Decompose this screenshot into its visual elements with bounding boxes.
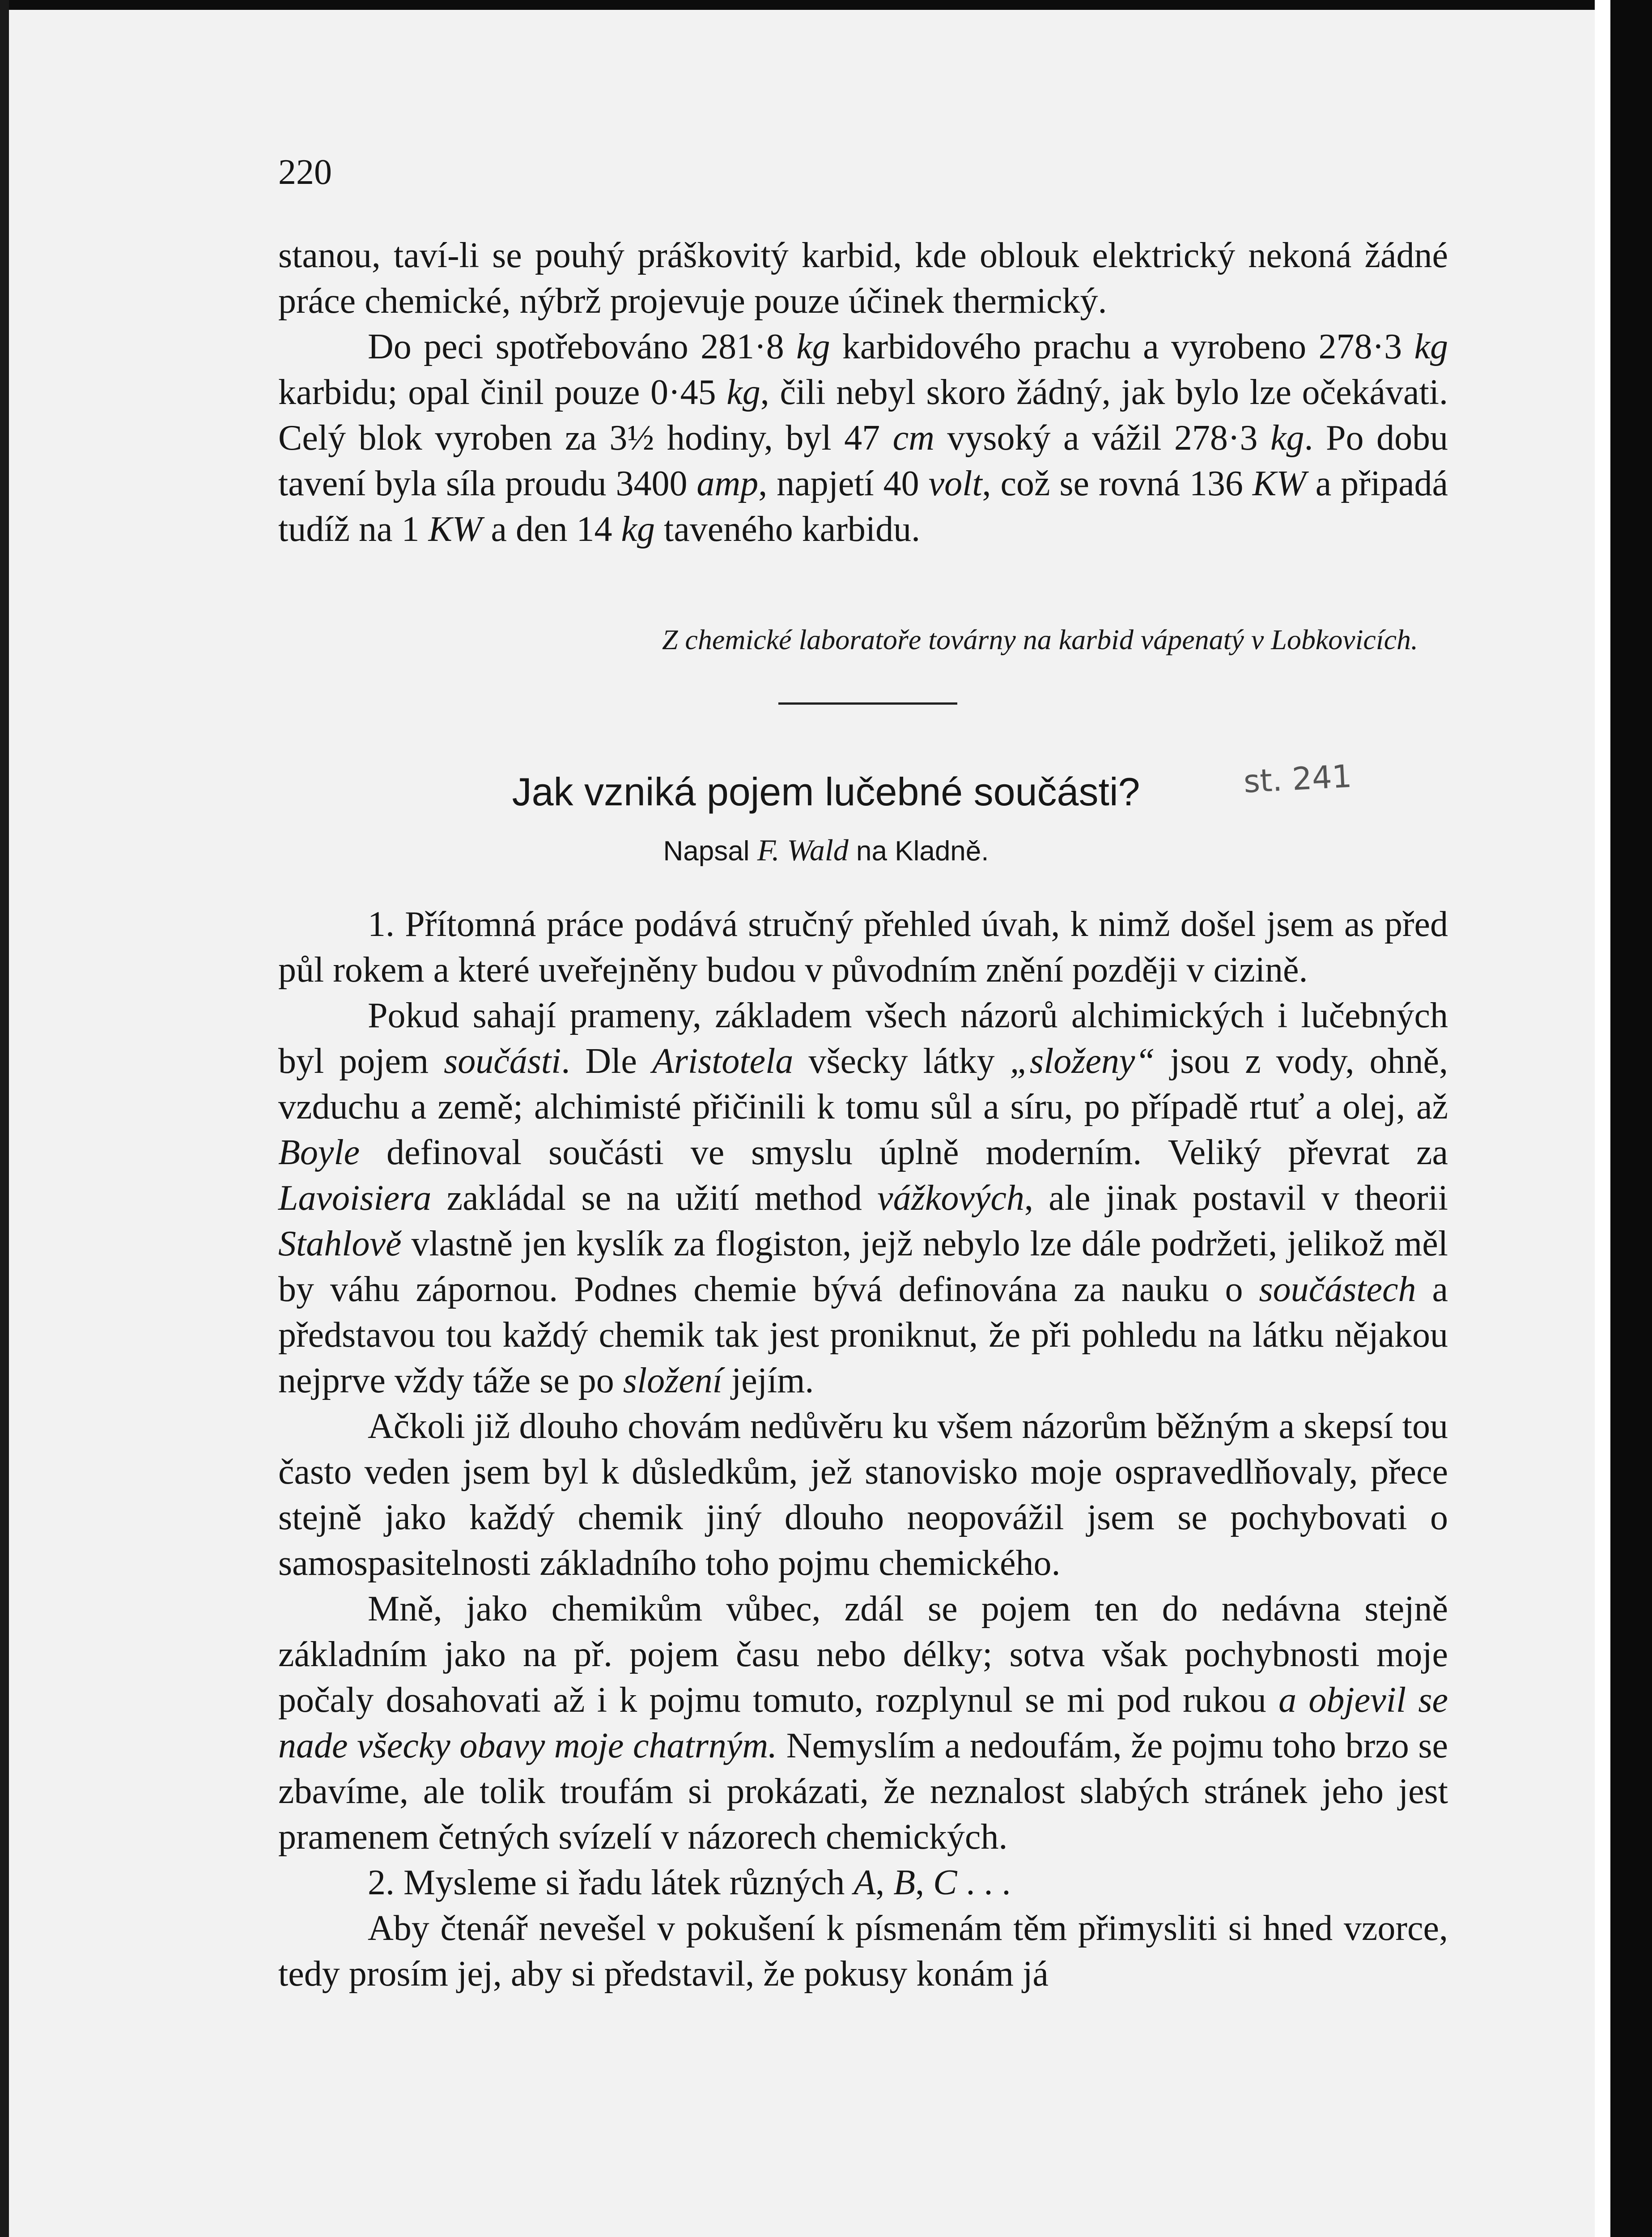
scan-border-right-gap [1595,0,1610,2237]
byline-prefix: Napsal [663,836,750,867]
article-title: Jak vzniká pojem lučebné součásti? [512,770,1140,814]
intro-paragraph-2: Do peci spotřebováno 281·8 kg karbidového prachu a vyrobeno 278·3 kg karbidu; opal činil pouze 0·45 kg, čili nebyl skoro žádný, jak bylo lze očekávati. Celý blok vyroben za 3½ hodiny, byl 47 cm vysoký a vážil 278·3 kg. Po dobu tavení byla síla proudu 3400 amp, napjetí 40 volt, což se rovná 136 KW a připadá tudíž na 1 KW a den 14 kg taveného karbidu. [278,327,1448,549]
body-paragraph-2: Pokud sahají prameny, základem všech názorů alchimických i lučebných byl pojem součásti. Dle Aristotela všecky látky „složeny“ jsou z vody, ohně, vzduchu a země; alchimisté přičinili k tomu sůl a síru, po případě rtuť a olej, až Boyle definoval součásti ve smyslu úplně moderním. Veliký převrat za Lavoisiera zakládal se na užití method vážkových, ale jinak postavil v theorii Stahlově vlastně jen kyslík za flogiston, jejž nebylo lze dále podržeti, jelikož měl by váhu zápornou. Podnes chemie bývá definována za nauku o součástech a představou tou každý chemik tak jest proniknut, že při pohledu na látku nějakou nejprve vždy táže se po složení jejím. [278,996,1448,1400]
article-body [278,902,1448,1997]
page-number: 220 [278,153,332,192]
article-byline [0,832,1652,869]
intro-text [278,233,1448,552]
handwritten-annotation: st. 241 [1243,757,1353,800]
scan-border-right [1610,0,1652,2237]
scan-border-top [0,0,1652,10]
intro-paragraph-1: stanou, taví-li se pouhý práškovitý karbid, kde oblouk elektrický nekoná žádné práce chemické, nýbrž projevuje pouze účinek thermický. [278,236,1448,321]
body-paragraph-6: Aby čtenář nevešel v pokušení k písmenám těm přimysliti si hned vzorce, tedy prosím jej, aby si představil, že pokusy konám já [278,1909,1448,1994]
scan-border-left [0,0,9,2237]
section-divider [778,702,957,705]
body-paragraph-5: 2. Mysleme si řadu látek různých A, B, C . . . [368,1863,1011,1902]
body-paragraph-3: Ačkoli již dlouho chovám nedůvěru ku všem názorům běžným a skepsí tou často veden jsem byl k důsledkům, jež stanovisko moje ospravedlňovaly, přece stejně jako každý chemik jiný dlouho neopovážil jsem se pochybovati o samospasitelnosti základního toho pojmu chemického. [278,1407,1448,1583]
body-paragraph-1: 1. Přítomná práce podává stručný přehled úvah, k nimž došel jsem as před půl rokem a které uveřejněny budou v původním znění později v cizině. [278,905,1448,990]
body-paragraph-4: Mně, jako chemikům vůbec, zdál se pojem ten do nedávna stejně základním jako na př. pojem času nebo délky; sotva však pochybnosti moje počaly dosahovati až i k pojmu tomuto, rozplynul se mi pod rukou a objevil se nade všecky obavy moje chatrným. Nemyslím a nedoufám, že pojmu toho brzo se zbavíme, ale tolik troufám si prokázati, že neznalost slabých stránek jeho jest pramenem četných svízelí v názorech chemických. [278,1589,1448,1857]
laboratory-signature: Z chemické laboratoře továrny na karbid vápenatý v Lobkovicích. [662,624,1418,655]
byline-author: F. Wald [757,833,849,867]
byline-suffix: na Kladně. [856,836,989,867]
